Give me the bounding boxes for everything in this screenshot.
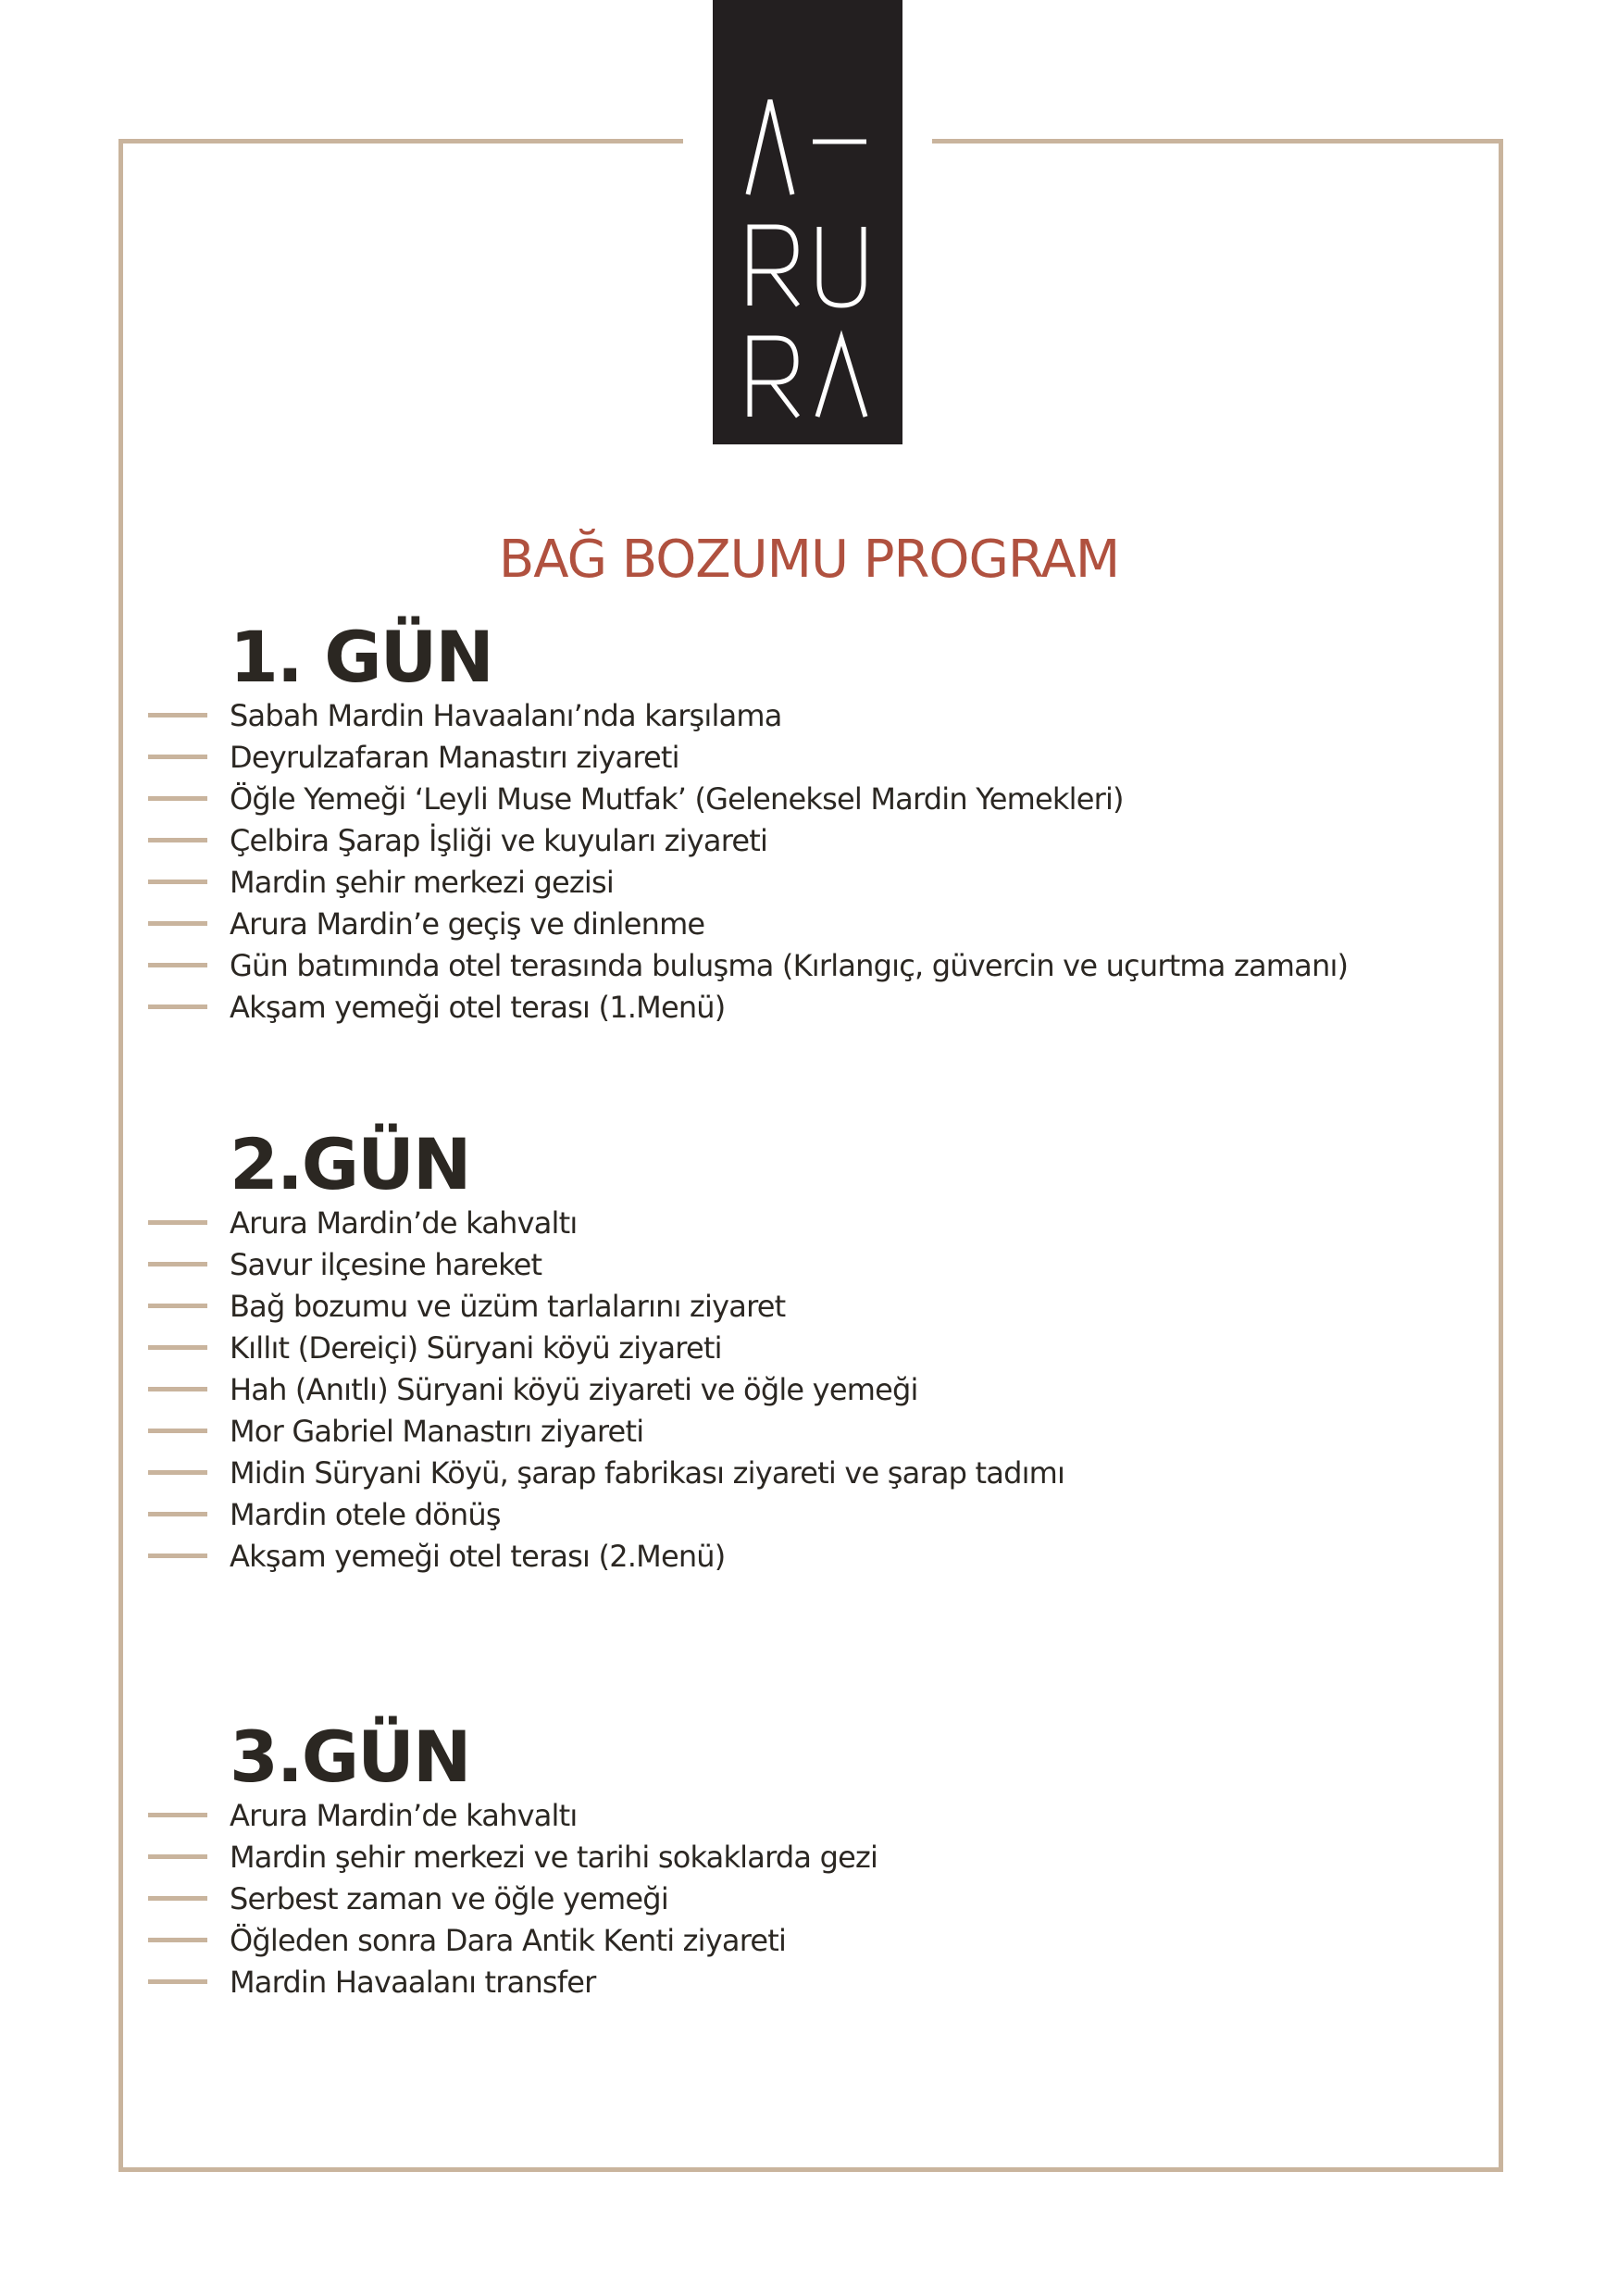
dash-bullet xyxy=(148,1220,207,1225)
day-1-heading: 1. GÜN xyxy=(230,616,492,698)
dash-bullet xyxy=(148,713,207,718)
item-text: Hah (Anıtlı) Süryani köyü ziyareti ve öğle yemeği xyxy=(230,1371,918,1407)
list-item xyxy=(148,861,1500,903)
dash-bullet xyxy=(148,1004,207,1009)
item-text: Midin Süryani Köyü, şarap fabrikası ziyareti ve şarap tadımı xyxy=(230,1454,1065,1491)
item-text: Akşam yemeği otel terası (2.Menü) xyxy=(230,1538,726,1574)
list-item xyxy=(148,1285,1500,1327)
day-1-list xyxy=(148,694,1500,1028)
list-item xyxy=(148,986,1500,1028)
dash-bullet xyxy=(148,1345,207,1350)
item-text: Öğle Yemeği ‘Leyli Muse Mutfak’ (Geleneksel Mardin Yemekleri) xyxy=(230,780,1124,817)
dash-bullet xyxy=(148,1938,207,1942)
list-item xyxy=(148,1535,1500,1577)
item-text: Kıllıt (Dereiçi) Süryani köyü ziyareti xyxy=(230,1329,722,1366)
list-item xyxy=(148,819,1500,861)
dash-bullet xyxy=(148,838,207,842)
item-text: Öğleden sonra Dara Antik Kenti ziyareti xyxy=(230,1922,787,1958)
dash-bullet xyxy=(148,1304,207,1308)
item-text: Çelbira Şarap İşliği ve kuyuları ziyareti xyxy=(230,822,768,858)
day-3-section xyxy=(148,1716,1500,2003)
list-item xyxy=(148,1878,1500,1919)
list-item xyxy=(148,1202,1500,1243)
item-text: Arura Mardin’de kahvaltı xyxy=(230,1797,578,1833)
dash-bullet xyxy=(148,796,207,801)
item-text: Mardin Havaalanı transfer xyxy=(230,1964,596,2000)
dash-bullet xyxy=(148,1813,207,1817)
dash-bullet xyxy=(148,1512,207,1516)
logo-lettering xyxy=(713,0,902,444)
list-item xyxy=(148,1493,1500,1535)
list-item xyxy=(148,1452,1500,1493)
item-text: Mardin şehir merkezi gezisi xyxy=(230,864,614,900)
item-text: Bağ bozumu ve üzüm tarlalarını ziyaret xyxy=(230,1288,786,1324)
dash-bullet xyxy=(148,1979,207,1984)
dash-bullet xyxy=(148,1896,207,1901)
item-text: Sabah Mardin Havaalanı’nda karşılama xyxy=(230,697,782,733)
list-item xyxy=(148,736,1500,778)
list-item xyxy=(148,1410,1500,1452)
list-item xyxy=(148,1243,1500,1285)
list-item xyxy=(148,778,1500,819)
list-item xyxy=(148,1794,1500,1836)
list-item xyxy=(148,1327,1500,1368)
dash-bullet xyxy=(148,1554,207,1558)
day-2-section xyxy=(148,1123,1500,1577)
list-item xyxy=(148,1919,1500,1961)
dash-bullet xyxy=(148,1262,207,1267)
dash-bullet xyxy=(148,1854,207,1859)
dash-bullet xyxy=(148,1387,207,1391)
dash-bullet xyxy=(148,1429,207,1433)
dash-bullet xyxy=(148,963,207,967)
dash-bullet xyxy=(148,1470,207,1475)
item-text: Mor Gabriel Manastırı ziyareti xyxy=(230,1413,644,1449)
item-text: Arura Mardin’de kahvaltı xyxy=(230,1204,578,1241)
list-item xyxy=(148,1368,1500,1410)
item-text: Mardin otele dönüş xyxy=(230,1496,501,1532)
dash-bullet xyxy=(148,921,207,926)
item-text: Gün batımında otel terasında buluşma (Kırlangıç, güvercin ve uçurtma zamanı) xyxy=(230,947,1349,983)
page-title: BAĞ BOZUMU PROGRAM xyxy=(498,530,1120,590)
day-1-section xyxy=(148,616,1500,1028)
item-text: Akşam yemeği otel terası (1.Menü) xyxy=(230,989,726,1025)
list-item xyxy=(148,944,1500,986)
list-item xyxy=(148,1961,1500,2003)
day-2-heading: 2.GÜN xyxy=(230,1123,470,1205)
item-text: Mardin şehir merkezi ve tarihi sokaklarda gezi xyxy=(230,1839,878,1875)
item-text: Savur ilçesine hareket xyxy=(230,1246,542,1282)
list-item xyxy=(148,1836,1500,1878)
dash-bullet xyxy=(148,880,207,884)
list-item xyxy=(148,903,1500,944)
item-text: Deyrulzafaran Manastırı ziyareti xyxy=(230,739,679,775)
day-2-list xyxy=(148,1202,1500,1577)
dash-bullet xyxy=(148,755,207,759)
item-text: Serbest zaman ve öğle yemeği xyxy=(230,1880,668,1916)
arura-logo xyxy=(713,0,902,444)
day-3-heading: 3.GÜN xyxy=(230,1716,470,1798)
item-text: Arura Mardin’e geçiş ve dinlenme xyxy=(230,905,705,942)
day-3-list xyxy=(148,1794,1500,2003)
list-item xyxy=(148,694,1500,736)
